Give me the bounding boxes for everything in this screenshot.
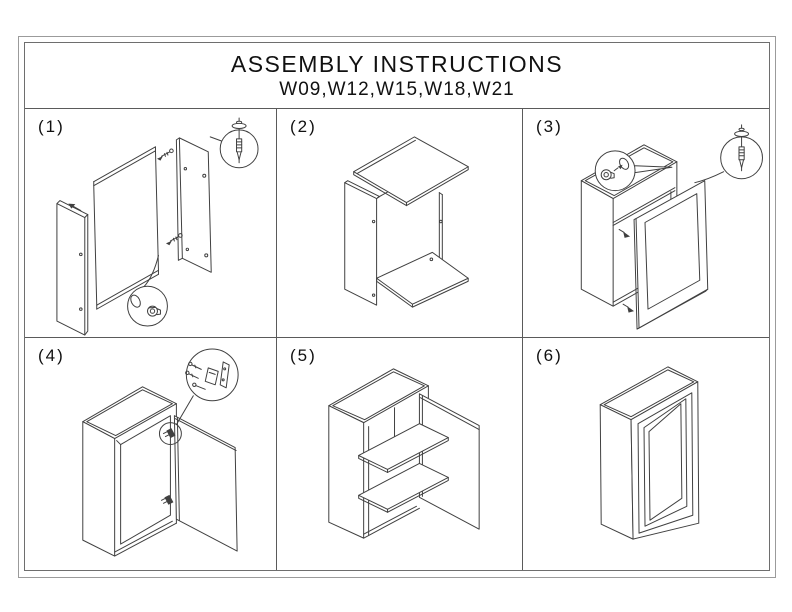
step-grid bbox=[25, 109, 769, 570]
step-4-label: (4) bbox=[38, 346, 65, 365]
assembly-arrow bbox=[619, 229, 630, 237]
hinge-icon bbox=[161, 495, 173, 505]
bottom-panel bbox=[377, 252, 469, 307]
step-1-illustration bbox=[25, 109, 276, 337]
side-panel-left bbox=[345, 181, 380, 305]
step-3-label: (3) bbox=[536, 117, 563, 136]
title-block bbox=[25, 43, 769, 109]
face-frame bbox=[634, 181, 708, 329]
step-1-label: (1) bbox=[38, 117, 65, 136]
step-5-cell bbox=[277, 338, 523, 570]
step-2-cell bbox=[277, 109, 523, 338]
cabinet-door bbox=[174, 416, 237, 551]
cabinet-door bbox=[419, 394, 479, 529]
step-5-illustration bbox=[277, 338, 522, 570]
outer-border bbox=[18, 36, 776, 578]
assembly-arrow bbox=[68, 204, 80, 211]
step-2-label: (2) bbox=[290, 117, 317, 136]
cabinet-carcass bbox=[83, 387, 177, 556]
back-panel bbox=[94, 147, 159, 309]
step-2-illustration bbox=[277, 109, 522, 337]
step-3-cell bbox=[523, 109, 769, 338]
assembly-arrow bbox=[623, 304, 634, 312]
step-5-label: (5) bbox=[290, 346, 317, 365]
cam-bolt-callout bbox=[210, 118, 258, 168]
cam-bolt-icon bbox=[157, 149, 173, 161]
step-6-label: (6) bbox=[536, 346, 563, 365]
step-6-cell bbox=[523, 338, 769, 570]
model-numbers: W09,W12,W15,W18,W21 bbox=[279, 78, 515, 100]
hinge-callout bbox=[176, 349, 238, 425]
hinge-icon bbox=[163, 428, 175, 438]
step-6-illustration bbox=[523, 338, 769, 570]
step-1-cell bbox=[25, 109, 277, 338]
step-4-illustration bbox=[25, 338, 276, 570]
side-panel-right bbox=[176, 138, 211, 272]
inner-border bbox=[24, 42, 770, 571]
cam-bolt-callout bbox=[695, 125, 763, 183]
page-title: ASSEMBLY INSTRUCTIONS bbox=[230, 50, 564, 77]
step-3-illustration bbox=[523, 109, 769, 337]
step-4-cell bbox=[25, 338, 277, 570]
side-panel-right bbox=[439, 193, 442, 261]
side-panel-left bbox=[57, 201, 88, 335]
cam-bolt-icon bbox=[166, 234, 182, 246]
